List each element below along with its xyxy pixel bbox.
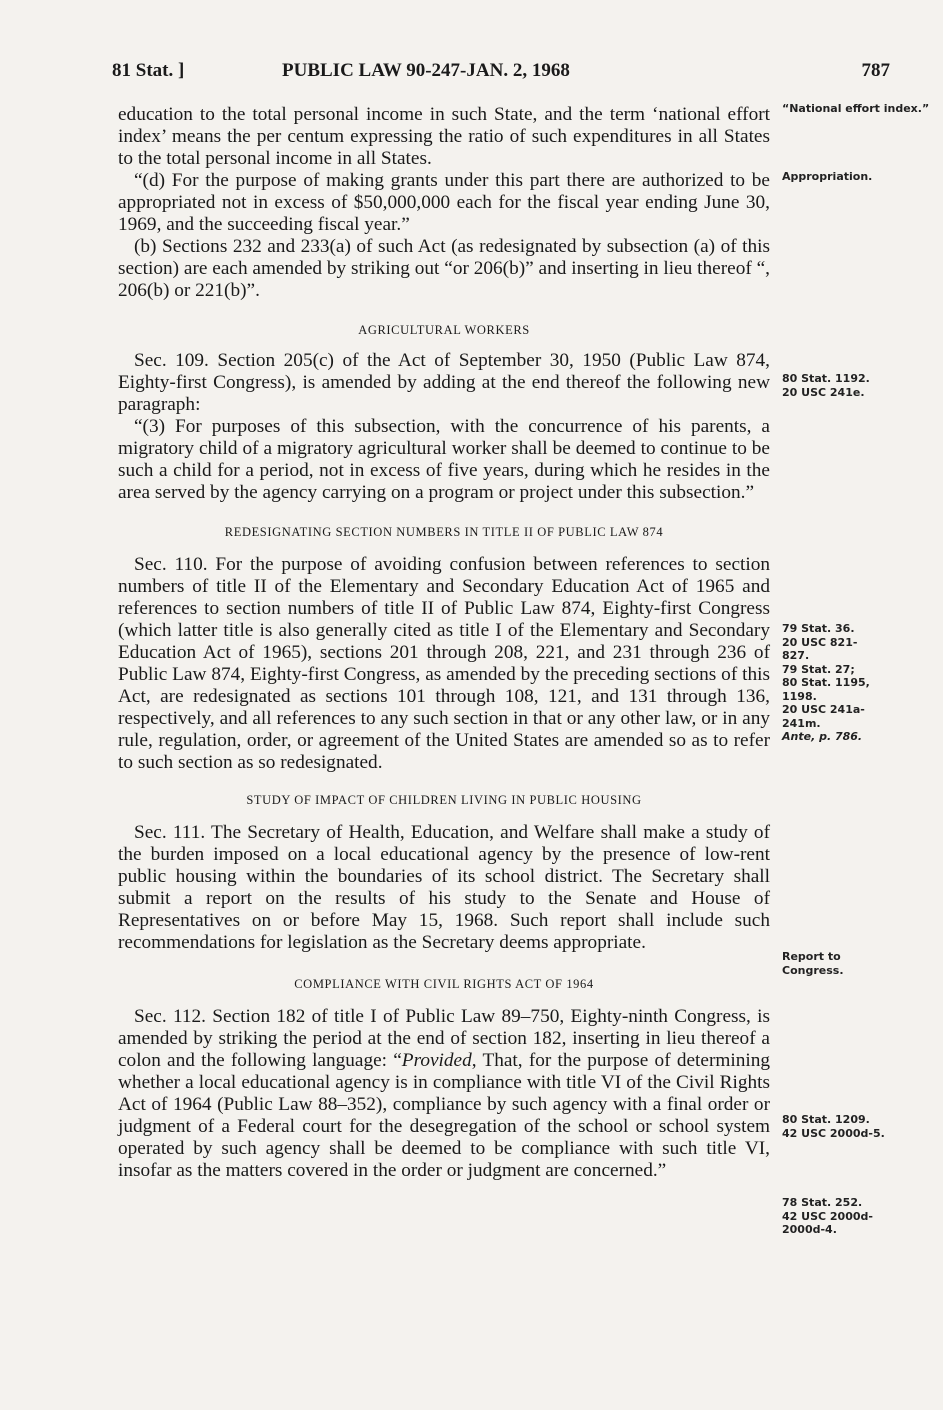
margin-note-text: 42 USC 2000d-5. <box>782 1126 885 1140</box>
margin-note <box>782 1113 932 1140</box>
margin-note-text: 79 Stat. 36. <box>782 622 855 635</box>
proviso-term: Provided <box>401 1050 472 1071</box>
margin-note <box>782 102 932 116</box>
margin-note-text: 78 Stat. 252. <box>782 1196 863 1209</box>
paragraph: Sec. 110. For the purpose of avoiding confusion between references to section numbers of title II of the Elementary and Secondary Education Act of 1965 and references to section numbers of title II of Public Law 874, Eighty-first Congress (which latter title is also generally cited as title I of the Elementary and Secondary Education Act of 1965), sections 201 through 208, 221, and 231 through 236 of Public Law 874, Eighty-first Congress, as amended by the preceding sections of this Act, are redesignated as sections 101 through 108, 121, and 131 through 136, respectively, and all references to any such section in that or any other law, or in any rule, regulation, order, or agreement of the United States are amended so as to refer to such section as so redesignated. <box>118 554 770 773</box>
paragraph: Sec. 109. Section 205(c) of the Act of September 30, 1950 (Public Law 874, Eighty-first Congress), is amended by adding at the end thereof the following new paragraph: <box>118 350 770 415</box>
margin-note-text: 80 Stat. 1192. <box>782 372 870 385</box>
margin-note <box>782 622 882 744</box>
text-run: , That, for the purpose of determining whether a local educational agency is in compliance with title VI of the Civil Rights Act of 1964 (Public Law 88–352), compliance by such agency with a final order or judgment of a Federal court for the desegregation of the school or school system operated by such agency shall be deemed to be compliance with such title VI, insofar as the matters covered in the order or judgment are concerned.” <box>118 1050 770 1181</box>
section-heading: REDESIGNATING SECTION NUMBERS IN TITLE II OF PUBLIC LAW 874 <box>224 525 664 539</box>
margin-note-text: 80 Stat. 1195, 1198. <box>782 676 870 703</box>
section-heading: COMPLIANCE WITH CIVIL RIGHTS ACT OF 1964 <box>294 977 594 991</box>
paragraph <box>118 1006 770 1182</box>
page-header <box>112 60 890 90</box>
page-number: 787 <box>861 60 890 81</box>
margin-note-text: 20 USC 241a-241m. <box>782 703 865 730</box>
margin-note-text: “National effort index.” <box>782 102 930 115</box>
margin-note-text: Report to Congress. <box>782 950 844 977</box>
margin-note-text: 79 Stat. 27; <box>782 662 855 676</box>
section-heading: STUDY OF IMPACT OF CHILDREN LIVING IN PUBLIC HOUSING <box>246 793 642 807</box>
paragraph: Sec. 111. The Secretary of Health, Education, and Welfare shall make a study of the burden imposed on a local educational agency by the presence of low-rent public housing within the boundaries of its school district. The Secretary shall submit a report on the results of his study to the Senate and House of Representatives on or before May 15, 1968. Such report shall include such recommendations for legislation as the Secretary deems appropriate. <box>118 822 770 953</box>
body-text <box>118 104 770 1182</box>
paragraph: (b) Sections 232 and 233(a) of such Act (as redesignated by subsection (a) of this section) are each amended by striking out “or 206(b)” and inserting in lieu thereof “, 206(b) or 221(b)”. <box>118 236 770 301</box>
statute-volume: 81 Stat. ] <box>112 60 185 81</box>
margin-note-text: 80 Stat. 1209. <box>782 1113 870 1126</box>
margin-note <box>782 950 872 977</box>
margin-note-text: Appropriation. <box>782 170 873 183</box>
paragraph: “(3) For purposes of this subsection, with the concurrence of his parents, a migratory child of a migratory agricultural worker shall be deemed to continue to be such a child for a period, not in excess of five years, during which he resides in the area served by the agency carrying on a program or project under this subsection.” <box>118 416 770 503</box>
margin-note-text: Ante, p. 786. <box>782 730 863 743</box>
margin-note-text: 20 USC 241e. <box>782 385 865 399</box>
margin-note <box>782 1196 892 1237</box>
margin-note-text: 20 USC 821-827. <box>782 635 858 662</box>
margin-note <box>782 372 932 399</box>
paragraph: education to the total personal income in such State, and the term ‘national effort index’ means the per centum expressing the ratio of such expenditures in all States to the total personal income in all States. <box>118 104 770 169</box>
paragraph: “(d) For the purpose of making grants under this part there are authorized to be appropriated not in excess of $50,000,000 each for the fiscal year ending June 30, 1969, and the succeeding fiscal year.” <box>118 170 770 235</box>
margin-note <box>782 170 932 184</box>
margin-note-text: 42 USC 2000d-2000d-4. <box>782 1209 873 1236</box>
section-heading: AGRICULTURAL WORKERS <box>358 323 530 337</box>
law-title: PUBLIC LAW 90-247-JAN. 2, 1968 <box>282 60 570 81</box>
text-run: Sec. 112. Section 182 of title I of Public Law 89–750, Eighty-ninth Congress, is amended by striking the period at the end of section 182, inserting in lieu thereof a colon and the following language: “ <box>118 1006 770 1071</box>
